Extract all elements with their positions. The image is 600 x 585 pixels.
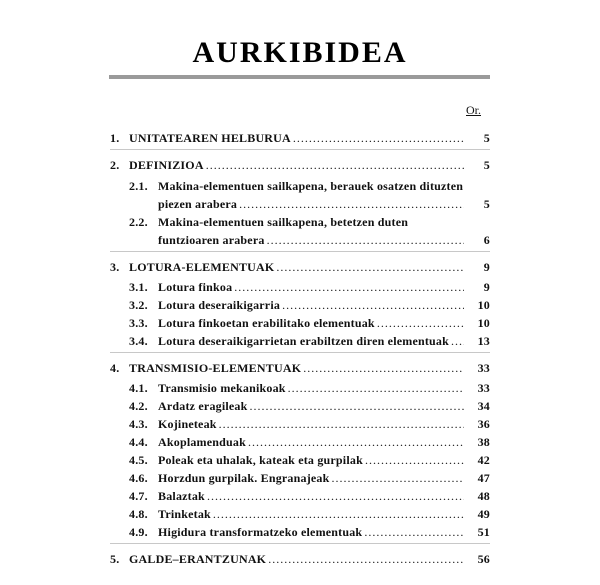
toc-entry-3-2[interactable] [110,295,490,315]
toc-page-number: 5 [483,197,490,211]
toc-label: Kojineteak [158,417,217,431]
toc-number: 4.1. [129,381,148,395]
toc-label: Makina-elementuen sailkapena, berauek osatzen dituzten [158,179,464,193]
section-divider [110,543,490,544]
toc-label: Trinketak [158,507,211,521]
toc-number: 4.7. [129,489,148,503]
toc-label: Lotura finkoa [158,280,233,294]
toc-label: Balaztak [158,489,205,503]
toc-page-number: 9 [483,280,490,294]
toc-page-number: 13 [477,334,490,348]
dot-leader [213,504,464,524]
toc-page-number: 49 [477,507,490,521]
toc-label: Ardatz eragileak [158,399,248,413]
toc-page-number: 5 [483,131,490,145]
toc-label: Makina-elementuen sailkapena, betetzen duten [158,215,409,229]
toc-label: Horzdun gurpilak. Engranajeak [158,471,330,485]
page-title: AURKIBIDEA [192,36,408,69]
toc-number: 2.2. [129,215,148,229]
toc-page-number: 51 [477,525,490,539]
dot-leader [282,295,464,315]
toc-number: 4.3. [129,417,148,431]
toc-number: 4.4. [129,435,148,449]
dot-leader [276,257,464,277]
toc-number: 2. [110,158,120,172]
toc-label: Transmisio mekanikoak [158,381,286,395]
title-underline [109,75,490,79]
toc-label: DEFINIZIOA [129,158,204,172]
toc-entry-3-4[interactable] [110,331,490,351]
toc-page-number: 36 [477,417,490,431]
section-divider [110,149,490,150]
toc-label: Lotura deseraikigarria [158,298,281,312]
toc-label: Akoplamenduak [158,435,246,449]
toc-page-number: 10 [477,298,490,312]
toc-label: Lotura deseraikigarrietan erabiltzen diren elementuak [158,334,450,348]
toc-number: 3.1. [129,280,148,294]
toc-entry-4-9[interactable] [110,522,490,542]
dot-leader [293,128,464,148]
toc-page-number: 38 [477,435,490,449]
section-divider [110,251,490,252]
dot-leader [219,414,464,434]
dot-leader [207,486,464,506]
toc-number: 3.4. [129,334,148,348]
toc-entry-3-3[interactable] [110,313,490,333]
dot-leader [303,358,464,378]
toc-entry-1[interactable] [110,128,490,148]
toc-number: 4.5. [129,453,148,467]
dot-leader [364,522,464,542]
toc-page-number: 56 [477,552,490,566]
toc-page-number: 33 [477,361,490,375]
toc-entry-4-4[interactable] [110,432,490,452]
toc-number: 4.6. [129,471,148,485]
toc-number: 3. [110,260,120,274]
toc-number: 4.8. [129,507,148,521]
dot-leader [288,378,464,398]
dot-leader [365,450,464,470]
toc-page-number: 42 [477,453,490,467]
dot-leader [250,396,464,416]
toc-page-number: 5 [483,158,490,172]
toc-number: 5. [110,552,120,566]
toc-label: GALDE–ERANTZUNAK [129,552,267,566]
toc-page-number: 48 [477,489,490,503]
dot-leader [332,468,465,488]
toc-number: 4.9. [129,525,148,539]
toc-entry-5[interactable] [110,549,490,569]
toc-number: 4. [110,361,120,375]
toc-page-number: 6 [483,233,490,247]
toc-entry-4-2[interactable] [110,396,490,416]
toc-number: 2.1. [129,179,148,193]
toc-entry-4[interactable] [110,358,490,378]
toc-entry-4-6[interactable] [110,468,490,488]
toc-entry-4-3[interactable] [110,414,490,434]
toc-number: 3.2. [129,298,148,312]
toc-label: TRANSMISIO-ELEMENTUAK [129,361,302,375]
toc-entry-2[interactable] [110,155,490,175]
toc-label: Lotura finkoetan erabilitako elementuak [158,316,375,330]
toc-entry-2-1-continued[interactable] [110,194,490,214]
toc-page-number: 47 [477,471,490,485]
dot-leader [234,277,464,297]
toc-page-number: 33 [477,381,490,395]
toc-entry-4-7[interactable] [110,486,490,506]
dot-leader [377,313,464,333]
toc-page-number: 34 [477,399,490,413]
toc-entry-3[interactable] [110,257,490,277]
toc-entry-2-2-continued[interactable] [110,230,490,250]
dot-leader [206,155,464,175]
toc-label: Higidura transformatzeko elementuak [158,525,363,539]
toc-number: 4.2. [129,399,148,413]
toc-label: UNITATEAREN HELBURUA [129,131,291,145]
toc-page-number: 10 [477,316,490,330]
toc-number: 1. [110,131,120,145]
toc-entry-3-1[interactable] [110,277,490,297]
page-column-label: Or. [466,103,481,117]
toc-number: 3.3. [129,316,148,330]
dot-leader [268,549,464,569]
dot-leader [451,331,464,351]
toc-entry-4-5[interactable] [110,450,490,470]
toc-label-continued: funtzioaren arabera [158,233,265,247]
toc-entry-2-1[interactable] [110,176,490,196]
dot-leader [267,230,464,250]
toc-label: Poleak eta uhalak, kateak eta gurpilak [158,453,363,467]
toc-entry-2-2[interactable] [110,212,490,232]
dot-leader [239,194,464,214]
toc-entry-4-8[interactable] [110,504,490,524]
dot-leader [248,432,464,452]
section-divider [110,352,490,353]
toc-label-continued: piezen arabera [158,197,238,211]
toc-entry-4-1[interactable] [110,378,490,398]
toc-page-number: 9 [483,260,490,274]
toc-label: LOTURA-ELEMENTUAK [129,260,275,274]
